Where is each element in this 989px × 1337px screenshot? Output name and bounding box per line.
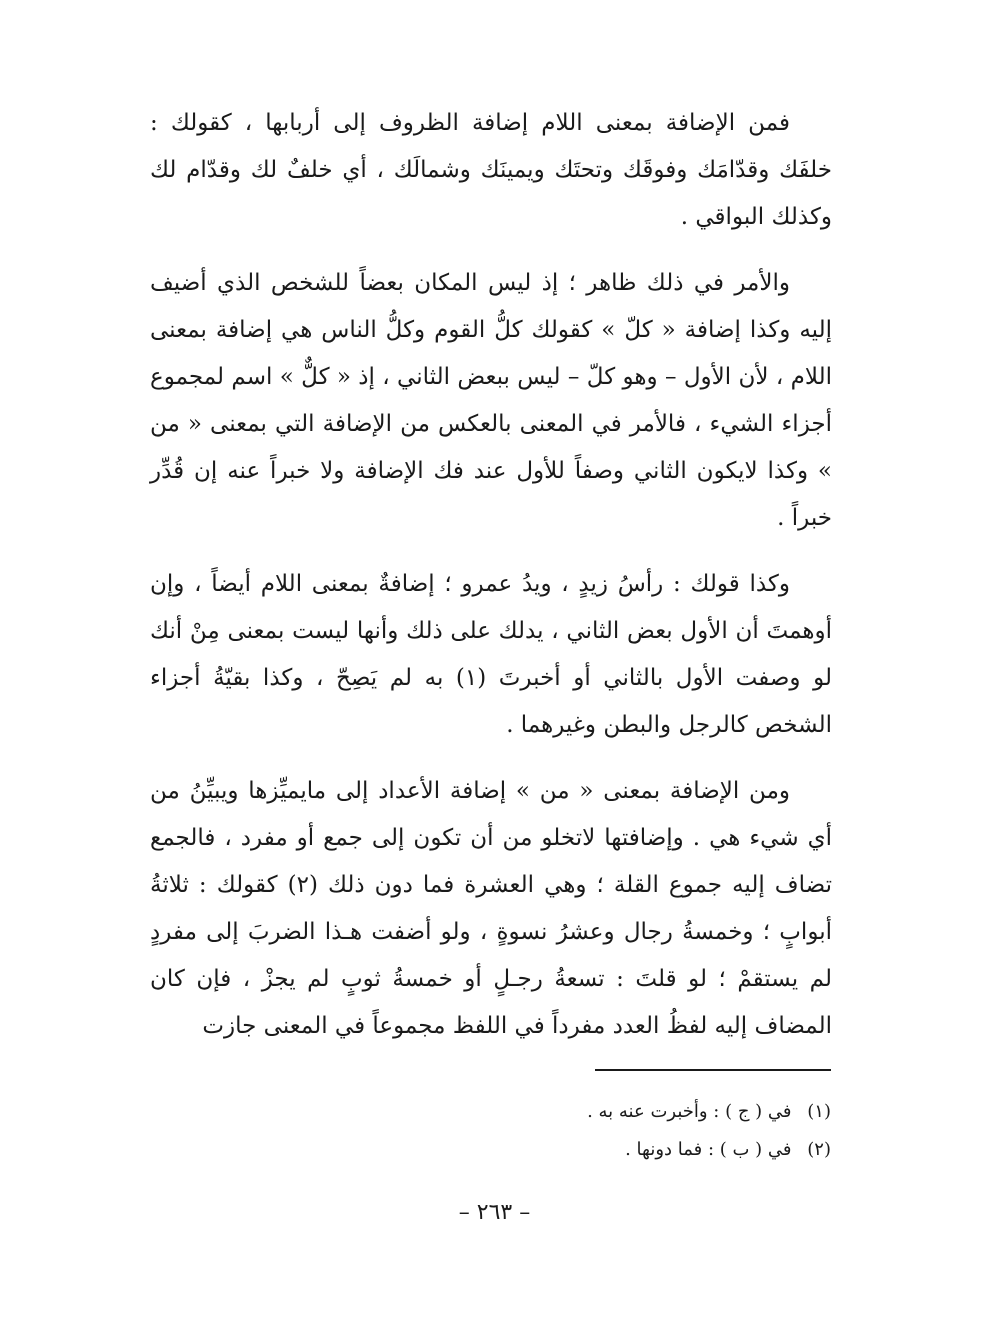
footnote-1 <box>587 1093 831 1131</box>
page-number: – ٢٦٣ – <box>458 1200 531 1225</box>
paragraph-3: وكذا قولك : رأسُ زيدٍ ، ويدُ عمرو ؛ إضافةٌ بمعنى اللام أيضاً ، وإن أوهمتَ أن الأول بعض الثاني ، يدلك على ذلك وأنها ليست بمعنى مِنْ أنك لو وصفت الأول بالثاني أو أخبرتَ (١) به لم يَصِحّ ، وكذا بقيّةُ أجزاء الشخص كالرجل والبطن وغيرهما . <box>150 571 832 738</box>
footnote-text: في ( ب ) : فما دونها . <box>625 1139 792 1160</box>
footnotes <box>587 1093 831 1169</box>
footnote-number: (١) <box>807 1101 831 1122</box>
footnote-2 <box>587 1131 831 1169</box>
main-text <box>150 100 832 1069</box>
paragraph-1: فمن الإضافة بمعنى اللام إضافة الظروف إلى أربابها ، كقولك : خلفَك وقدّامَك وفوقَك وتحتَك ويمينَك وشمالَك ، أي خلفٌ لك وقدّام لك وكذلك البواقي . <box>150 110 832 230</box>
paragraph-2: والأمر في ذلك ظاهر ؛ إذ ليس المكان بعضاً للشخص الذي أضيف إليه وكذا إضافة « كلّ » كقولك كلُّ القوم وكلُّ الناس هي إضافة بمعنى اللام ، لأن الأول – وهو كلّ – ليس ببعض الثاني ، إذ « كلٌّ » اسم لمجموع أجزاء الشيء ، فالأمر في المعنى بالعكس من الإضافة التي بمعنى « من » وكذا لايكون الثاني وصفاً للأول عند فك الإضافة ولا خبراً عنه إن قُدِّر خبراً . <box>150 270 832 531</box>
footnote-separator <box>595 1069 831 1071</box>
footnote-number: (٢) <box>807 1139 831 1160</box>
paragraph-4: ومن الإضافة بمعنى « من » إضافة الأعداد إلى مايميِّزها ويبيِّنُ من أي شيء هي . وإضافتها لاتخلو من أن تكون إلى جمع أو مفرد ، فالجمع تضاف إليه جموع القلة ؛ وهي العشرة فما دون ذلك (٢) كقولك : ثلاثةُ أبوابٍ ؛ وخمسةُ رجال وعشرُ نسوةٍ ، ولو أضفت هـذا الضربَ إلى مفردٍ لم يستقمْ ؛ لو قلتَ : تسعةُ رجـلٍ أو خمسةُ ثوبٍ لم يجزْ ، فإن كان المضاف إليه لفظُ العدد مفرداً في اللفظ مجموعاً في المعنى جازت <box>150 778 832 1039</box>
footnote-text: في ( ج ) : وأخبرت عنه به . <box>587 1101 792 1122</box>
